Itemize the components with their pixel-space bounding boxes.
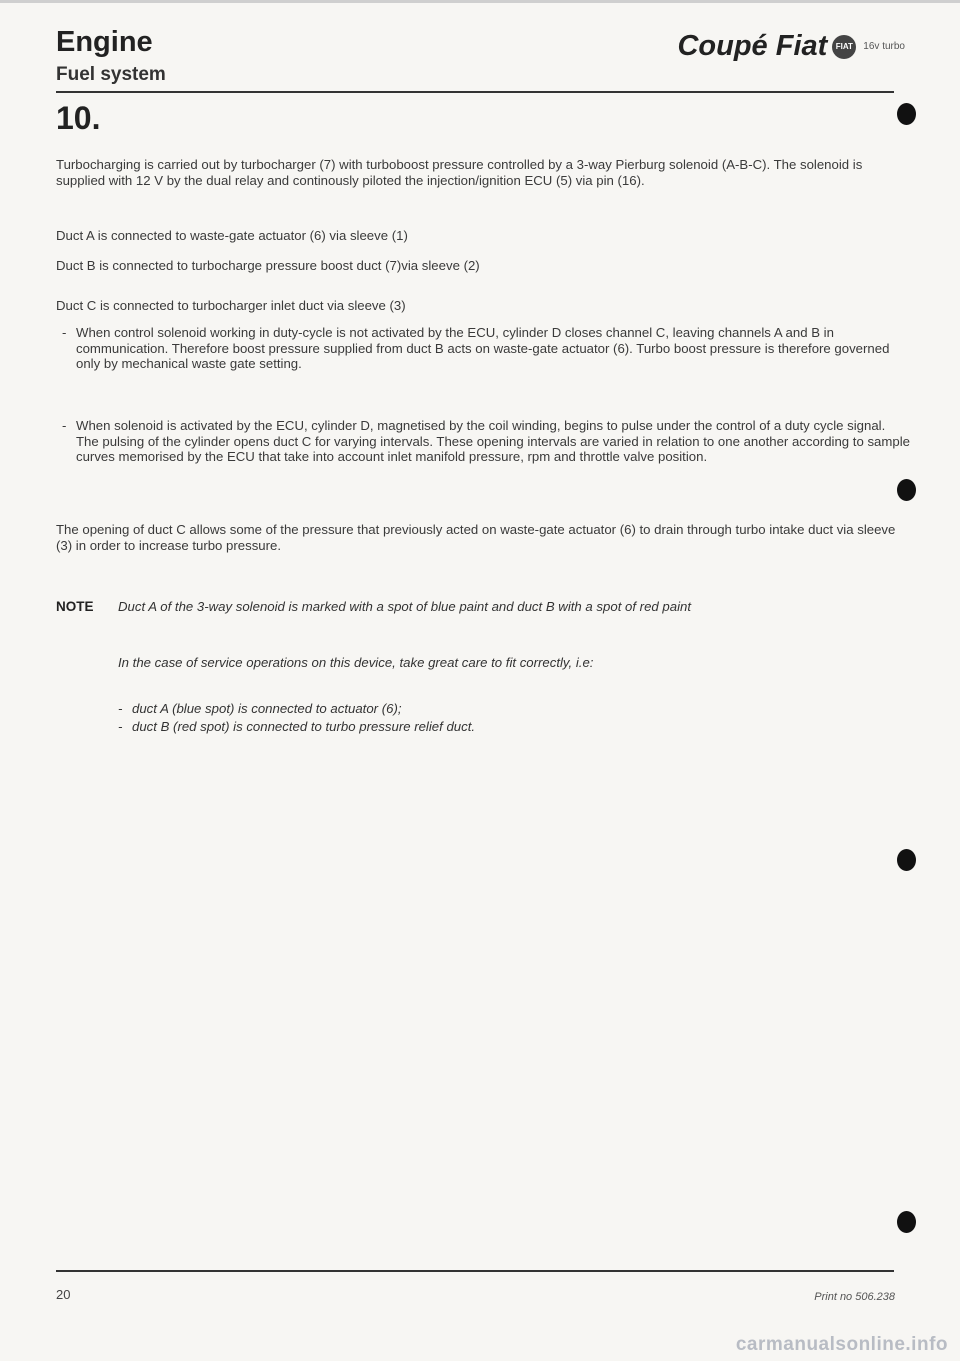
bullet-solenoid-inactive: - When control solenoid working in duty-cycle is not activated by the ECU, cylinder D closes channel C, leaving channels A and B in communication. Therefore boost pressure supplied from duct B acts on waste-gate actuator (6). Turbo boost pressure is therefore governed only by mechanical waste gate setting. xyxy=(62,325,910,372)
brand-name: Coupé Fiat xyxy=(677,30,828,62)
paragraph-turbocharging: Turbocharging is carried out by turbocharger (7) with turboboost pressure controlled by a 3-way Pierburg solenoid (A-B-C). The solenoid is supplied with 12 V by the dual relay and continously piloted the injection/ignition ECU (5) via pin (16). xyxy=(56,157,863,188)
punch-hole-icon xyxy=(897,103,916,125)
top-border xyxy=(0,0,960,3)
note-line-2: In the case of service operations on this device, take great care to fit correctly, i.e: xyxy=(118,655,594,670)
brand-header xyxy=(677,30,905,63)
footer-print-number: Print no 506.238 xyxy=(814,1291,895,1303)
header-divider xyxy=(56,91,894,93)
paragraph-duct-c-opening: The opening of duct C allows some of the pressure that previously acted on waste-gate actuator (6) to drain through turbo intake duct via sleeve (3) in order to increase turbo pressure. xyxy=(56,522,896,553)
fiat-logo-icon: FIAT xyxy=(832,35,856,59)
punch-hole-icon xyxy=(897,479,916,501)
footer-divider xyxy=(56,1270,894,1272)
watermark: carmanualsonline.info xyxy=(735,1334,948,1355)
page-section-number: 10. xyxy=(56,100,101,136)
paragraph-duct-a: Duct A is connected to waste-gate actuator (6) via sleeve (1) xyxy=(56,228,408,243)
paragraph-duct-b: Duct B is connected to turbocharge pressure boost duct (7)via sleeve (2) xyxy=(56,258,480,273)
paragraph-duct-c: Duct C is connected to turbocharger inlet duct via sleeve (3) xyxy=(56,298,406,313)
punch-hole-icon xyxy=(897,1211,916,1233)
punch-hole-icon xyxy=(897,849,916,871)
brand-variant: 16v turbo xyxy=(863,41,905,52)
note-bullet-1: - duct A (blue spot) is connected to actuator (6); xyxy=(118,701,892,717)
bullet-solenoid-active: - When solenoid is activated by the ECU, cylinder D, magnetised by the coil winding, begins to pulse under the control of a duty cycle signal. The pulsing of the cylinder opens duct C for varying intervals. These opening intervals are varied in relation to one another according to sample curves memorised by the ECU that take into account inlet manifold pressure, rpm and throttle valve position. xyxy=(62,418,910,465)
footer-page-number: 20 xyxy=(56,1287,71,1302)
section-title: Engine xyxy=(56,26,153,58)
note-label: NOTE xyxy=(56,599,94,614)
note-line-1: Duct A of the 3-way solenoid is marked with a spot of blue paint and duct B with a spot of red paint xyxy=(118,599,691,614)
section-subtitle: Fuel system xyxy=(56,64,166,85)
note-bullet-2: - duct B (red spot) is connected to turbo pressure relief duct. xyxy=(118,719,892,735)
